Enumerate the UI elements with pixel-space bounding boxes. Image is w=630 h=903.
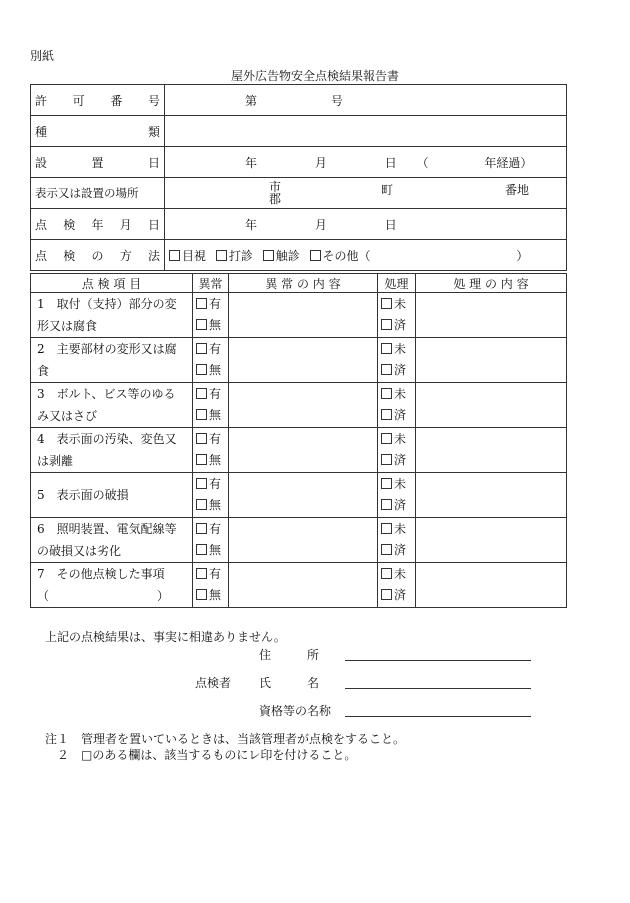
treatment-cell <box>378 293 416 338</box>
treatment-done-label: 済 <box>394 363 407 377</box>
abnormal-detail-field[interactable] <box>229 518 378 563</box>
qualification-field[interactable] <box>345 702 531 717</box>
label-char: 年 <box>91 217 104 232</box>
treatment-detail-field[interactable] <box>416 338 567 383</box>
item-line-1: 5 表示面の破損 <box>37 488 129 502</box>
label-char: 可 <box>72 93 85 108</box>
treatment-pending[interactable] <box>381 519 415 540</box>
inspection-row <box>31 383 567 428</box>
label-char: 点 <box>35 217 48 232</box>
loc-gun: 郡 <box>269 192 282 206</box>
report-title: 屋外広告物安全点検結果報告書 <box>230 69 399 83</box>
item-line-2: は剥離 <box>37 454 74 468</box>
treatment-pending-label: 未 <box>394 522 407 536</box>
method-visual-label: 目視 <box>182 248 207 263</box>
checkbox-icon <box>381 544 392 555</box>
inspection-row <box>31 428 567 473</box>
checkbox-icon <box>196 388 207 399</box>
inspect-day: 日 <box>384 217 397 232</box>
checkbox-icon <box>196 364 207 375</box>
inspection-row <box>31 293 567 338</box>
label-char: 号 <box>147 93 160 108</box>
abnormal-detail-field[interactable] <box>229 563 378 608</box>
treatment-pending-label: 未 <box>394 387 407 401</box>
field-kind[interactable] <box>165 116 567 147</box>
checkbox-icon <box>381 388 392 399</box>
install-month: 月 <box>314 155 327 170</box>
inspect-month: 月 <box>314 217 327 232</box>
checkbox-icon <box>381 433 392 444</box>
inspection-row <box>31 473 567 518</box>
abnormal-cell <box>193 563 229 608</box>
attachment-label: 別紙 <box>30 49 55 63</box>
abnormal-cell <box>193 428 229 473</box>
abnormal-no-label: 無 <box>209 543 222 557</box>
header-abnormal-detail: 異 常 の 内 容 <box>229 274 378 293</box>
label-char: 検 <box>63 248 76 263</box>
abnormal-no[interactable] <box>196 405 228 426</box>
inspection-item <box>31 428 193 473</box>
treatment-done-label: 済 <box>394 318 407 332</box>
treatment-cell <box>378 428 416 473</box>
row-install-date <box>31 147 567 178</box>
label-char: 番 <box>110 93 123 108</box>
header-abnormal: 異常 <box>193 274 229 293</box>
treatment-pending[interactable] <box>381 429 415 450</box>
name-field[interactable] <box>345 674 531 689</box>
abnormal-yes[interactable] <box>196 474 228 495</box>
checkbox-icon <box>381 319 392 330</box>
item-line-2: の破損又は劣化 <box>37 544 122 558</box>
treatment-done[interactable] <box>381 540 415 561</box>
header-treatment-detail: 処 理 の 内 容 <box>416 274 567 293</box>
treatment-pending[interactable] <box>381 339 415 360</box>
abnormal-yes[interactable] <box>196 564 228 585</box>
header-table <box>30 84 567 271</box>
inspection-item <box>31 338 193 383</box>
row-permit <box>31 85 567 116</box>
checkbox-icon <box>196 298 207 309</box>
permit-dai: 第 <box>245 93 258 108</box>
label-char: 許 <box>35 93 48 108</box>
treatment-detail-field[interactable] <box>416 563 567 608</box>
row-location <box>31 178 567 209</box>
abnormal-yes[interactable] <box>196 339 228 360</box>
abnormal-yes[interactable] <box>196 519 228 540</box>
abnormal-yes[interactable] <box>196 384 228 405</box>
treatment-detail-field[interactable] <box>416 428 567 473</box>
checkbox-icon <box>196 568 207 579</box>
abnormal-yes-label: 有 <box>209 567 222 581</box>
checkbox-icon <box>196 409 207 420</box>
label-char: 検 <box>63 217 76 232</box>
label-permit <box>31 85 165 116</box>
item-line-2: （ ） <box>37 589 170 603</box>
treatment-cell <box>378 563 416 608</box>
method-option-other[interactable] <box>310 249 371 263</box>
item-line-2: 食 <box>37 364 50 378</box>
label-char: 日 <box>147 217 160 232</box>
checkbox-icon <box>381 343 392 354</box>
label-install-date <box>31 147 165 178</box>
checkbox-icon <box>196 523 207 534</box>
inspection-row <box>31 563 567 608</box>
inspection-row <box>31 338 567 383</box>
row-kind <box>31 116 567 147</box>
checkbox-icon <box>381 499 392 510</box>
abnormal-cell <box>193 383 229 428</box>
inspection-item <box>31 518 193 563</box>
treatment-done[interactable] <box>381 495 415 516</box>
abnormal-no-label: 無 <box>209 408 222 422</box>
checkbox-icon <box>196 589 207 600</box>
treatment-done[interactable] <box>381 405 415 426</box>
checkbox-icon <box>263 250 274 261</box>
field-method <box>165 240 567 271</box>
checkbox-icon <box>381 589 392 600</box>
checkbox-icon <box>196 478 207 489</box>
abnormal-yes-label: 有 <box>209 477 222 491</box>
treatment-pending-label: 未 <box>394 432 407 446</box>
treatment-cell <box>378 518 416 563</box>
field-inspect-date[interactable] <box>165 209 567 240</box>
checkbox-icon <box>310 250 321 261</box>
item-line-1: 7 その他点検した事項 <box>37 567 165 581</box>
method-tap-label: 打診 <box>228 248 253 263</box>
field-permit-number[interactable] <box>165 85 567 116</box>
abnormal-no[interactable] <box>196 360 228 381</box>
abnormal-no[interactable] <box>196 540 228 561</box>
inspection-table <box>30 273 567 608</box>
checkbox-icon <box>196 544 207 555</box>
note-1: 注１ 管理者を置いているときは、当該管理者が点検をすること。 <box>45 732 406 746</box>
abnormal-detail-field[interactable] <box>229 338 378 383</box>
checkbox-icon <box>381 478 392 489</box>
item-line-1: 2 主要部材の変形又は腐 <box>37 342 177 356</box>
note-2: ２ □のある欄は、該当するものにレ印を付けること。 <box>45 748 357 762</box>
loc-machi: 町 <box>381 183 394 197</box>
abnormal-yes-label: 有 <box>209 432 222 446</box>
checkbox-icon <box>381 364 392 375</box>
treatment-cell <box>378 473 416 518</box>
inspect-year: 年 <box>245 217 258 232</box>
method-option-visual[interactable] <box>169 249 206 263</box>
treatment-done[interactable] <box>381 450 415 471</box>
qualification-label: 資格等の名称 <box>259 704 332 718</box>
checkbox-icon <box>196 454 207 465</box>
checkbox-icon <box>169 250 180 261</box>
name-label: 氏 名 <box>259 676 320 690</box>
checkbox-icon <box>381 409 392 420</box>
install-day: 日 <box>384 155 397 170</box>
install-elapsed-open: （ <box>416 155 429 170</box>
declaration-text: 上記の点検結果は、事実に相違ありません。 <box>45 630 286 644</box>
item-line-1: 6 照明装置、電気配線等 <box>37 522 177 536</box>
item-line-1: 1 取付（支持）部分の変 <box>37 297 177 311</box>
method-option-tap[interactable] <box>216 249 253 263</box>
inspection-item <box>31 293 193 338</box>
field-install-date[interactable] <box>165 147 567 178</box>
abnormal-yes-label: 有 <box>209 342 222 356</box>
abnormal-detail-field[interactable] <box>229 383 378 428</box>
abnormal-cell <box>193 518 229 563</box>
label-char: 法 <box>147 248 160 263</box>
treatment-pending[interactable] <box>381 564 415 585</box>
treatment-done-label: 済 <box>394 408 407 422</box>
abnormal-cell <box>193 338 229 383</box>
inspection-item <box>31 383 193 428</box>
abnormal-yes-label: 有 <box>209 297 222 311</box>
abnormal-no-label: 無 <box>209 318 222 332</box>
checkbox-icon <box>196 319 207 330</box>
abnormal-no-label: 無 <box>209 453 222 467</box>
address-label: 住 所 <box>259 648 320 662</box>
abnormal-detail-field[interactable] <box>229 293 378 338</box>
checkbox-icon <box>381 454 392 465</box>
abnormal-cell <box>193 473 229 518</box>
label-char: 日 <box>147 155 160 170</box>
abnormal-yes-label: 有 <box>209 522 222 536</box>
abnormal-no[interactable] <box>196 450 228 471</box>
label-char: 方 <box>119 248 132 263</box>
field-location[interactable] <box>165 178 567 209</box>
checkbox-icon <box>196 499 207 510</box>
treatment-detail-field[interactable] <box>416 473 567 518</box>
loc-shi: 市 <box>269 180 282 194</box>
label-kind <box>31 116 165 147</box>
loc-banchi: 番地 <box>505 183 530 197</box>
treatment-pending-label: 未 <box>394 477 407 491</box>
abnormal-no[interactable] <box>196 585 228 606</box>
install-year: 年 <box>245 155 258 170</box>
abnormal-no-label: 無 <box>209 363 222 377</box>
item-line-2: 形又は腐食 <box>37 319 98 333</box>
label-char: 類 <box>147 124 160 139</box>
abnormal-yes[interactable] <box>196 429 228 450</box>
treatment-detail-field[interactable] <box>416 293 567 338</box>
abnormal-cell <box>193 293 229 338</box>
abnormal-yes[interactable] <box>196 294 228 315</box>
treatment-detail-field[interactable] <box>416 518 567 563</box>
header-treatment: 処理 <box>378 274 416 293</box>
abnormal-detail-field[interactable] <box>229 428 378 473</box>
item-line-1: 3 ボルト、ビス等のゆる <box>37 387 176 401</box>
treatment-pending[interactable] <box>381 474 415 495</box>
label-char: 月 <box>119 217 132 232</box>
inspection-header-row <box>31 274 567 293</box>
inspection-item <box>31 473 193 518</box>
method-other-label: その他（ <box>322 248 371 263</box>
method-option-touch[interactable] <box>263 249 300 263</box>
treatment-cell <box>378 338 416 383</box>
method-touch-label: 触診 <box>275 248 300 263</box>
item-line-1: 4 表示面の汚染、変色又 <box>37 432 177 446</box>
treatment-done[interactable] <box>381 585 415 606</box>
treatment-done-label: 済 <box>394 453 407 467</box>
abnormal-detail-field[interactable] <box>229 473 378 518</box>
inspection-item <box>31 563 193 608</box>
checkbox-icon <box>216 250 227 261</box>
treatment-detail-field[interactable] <box>416 383 567 428</box>
label-char: 点 <box>35 248 48 263</box>
checkbox-icon <box>381 523 392 534</box>
install-elapsed: 年経過） <box>484 155 533 170</box>
checkbox-icon <box>196 433 207 444</box>
inspector-label: 点検者 <box>195 676 232 690</box>
label-char: 設 <box>35 155 48 170</box>
abnormal-no-label: 無 <box>209 498 222 512</box>
treatment-pending[interactable] <box>381 294 415 315</box>
method-close-paren: ） <box>516 248 529 263</box>
checkbox-icon <box>196 343 207 354</box>
checkbox-icon <box>381 568 392 579</box>
row-method <box>31 240 567 271</box>
label-char: 置 <box>91 155 104 170</box>
abnormal-no[interactable] <box>196 495 228 516</box>
inspection-row <box>31 518 567 563</box>
treatment-done-label: 済 <box>394 543 407 557</box>
treatment-pending-label: 未 <box>394 567 407 581</box>
abnormal-no-label: 無 <box>209 588 222 602</box>
label-char: の <box>91 248 104 263</box>
treatment-pending[interactable] <box>381 384 415 405</box>
label-inspect-date <box>31 209 165 240</box>
treatment-done-label: 済 <box>394 588 407 602</box>
label-location: 表示又は設置の場所 <box>31 178 165 209</box>
abnormal-yes-label: 有 <box>209 387 222 401</box>
permit-go: 号 <box>330 93 343 108</box>
checkbox-icon <box>381 298 392 309</box>
treatment-pending-label: 未 <box>394 342 407 356</box>
label-char: 種 <box>35 124 48 139</box>
treatment-done-label: 済 <box>394 498 407 512</box>
treatment-done[interactable] <box>381 360 415 381</box>
address-field[interactable] <box>345 646 531 661</box>
abnormal-no[interactable] <box>196 315 228 336</box>
row-inspect-date <box>31 209 567 240</box>
treatment-cell <box>378 383 416 428</box>
treatment-done[interactable] <box>381 315 415 336</box>
item-line-2: み又はさび <box>37 409 98 423</box>
treatment-pending-label: 未 <box>394 297 407 311</box>
notes <box>45 731 405 763</box>
label-method <box>31 240 165 271</box>
header-item: 点 検 項 目 <box>31 274 193 293</box>
